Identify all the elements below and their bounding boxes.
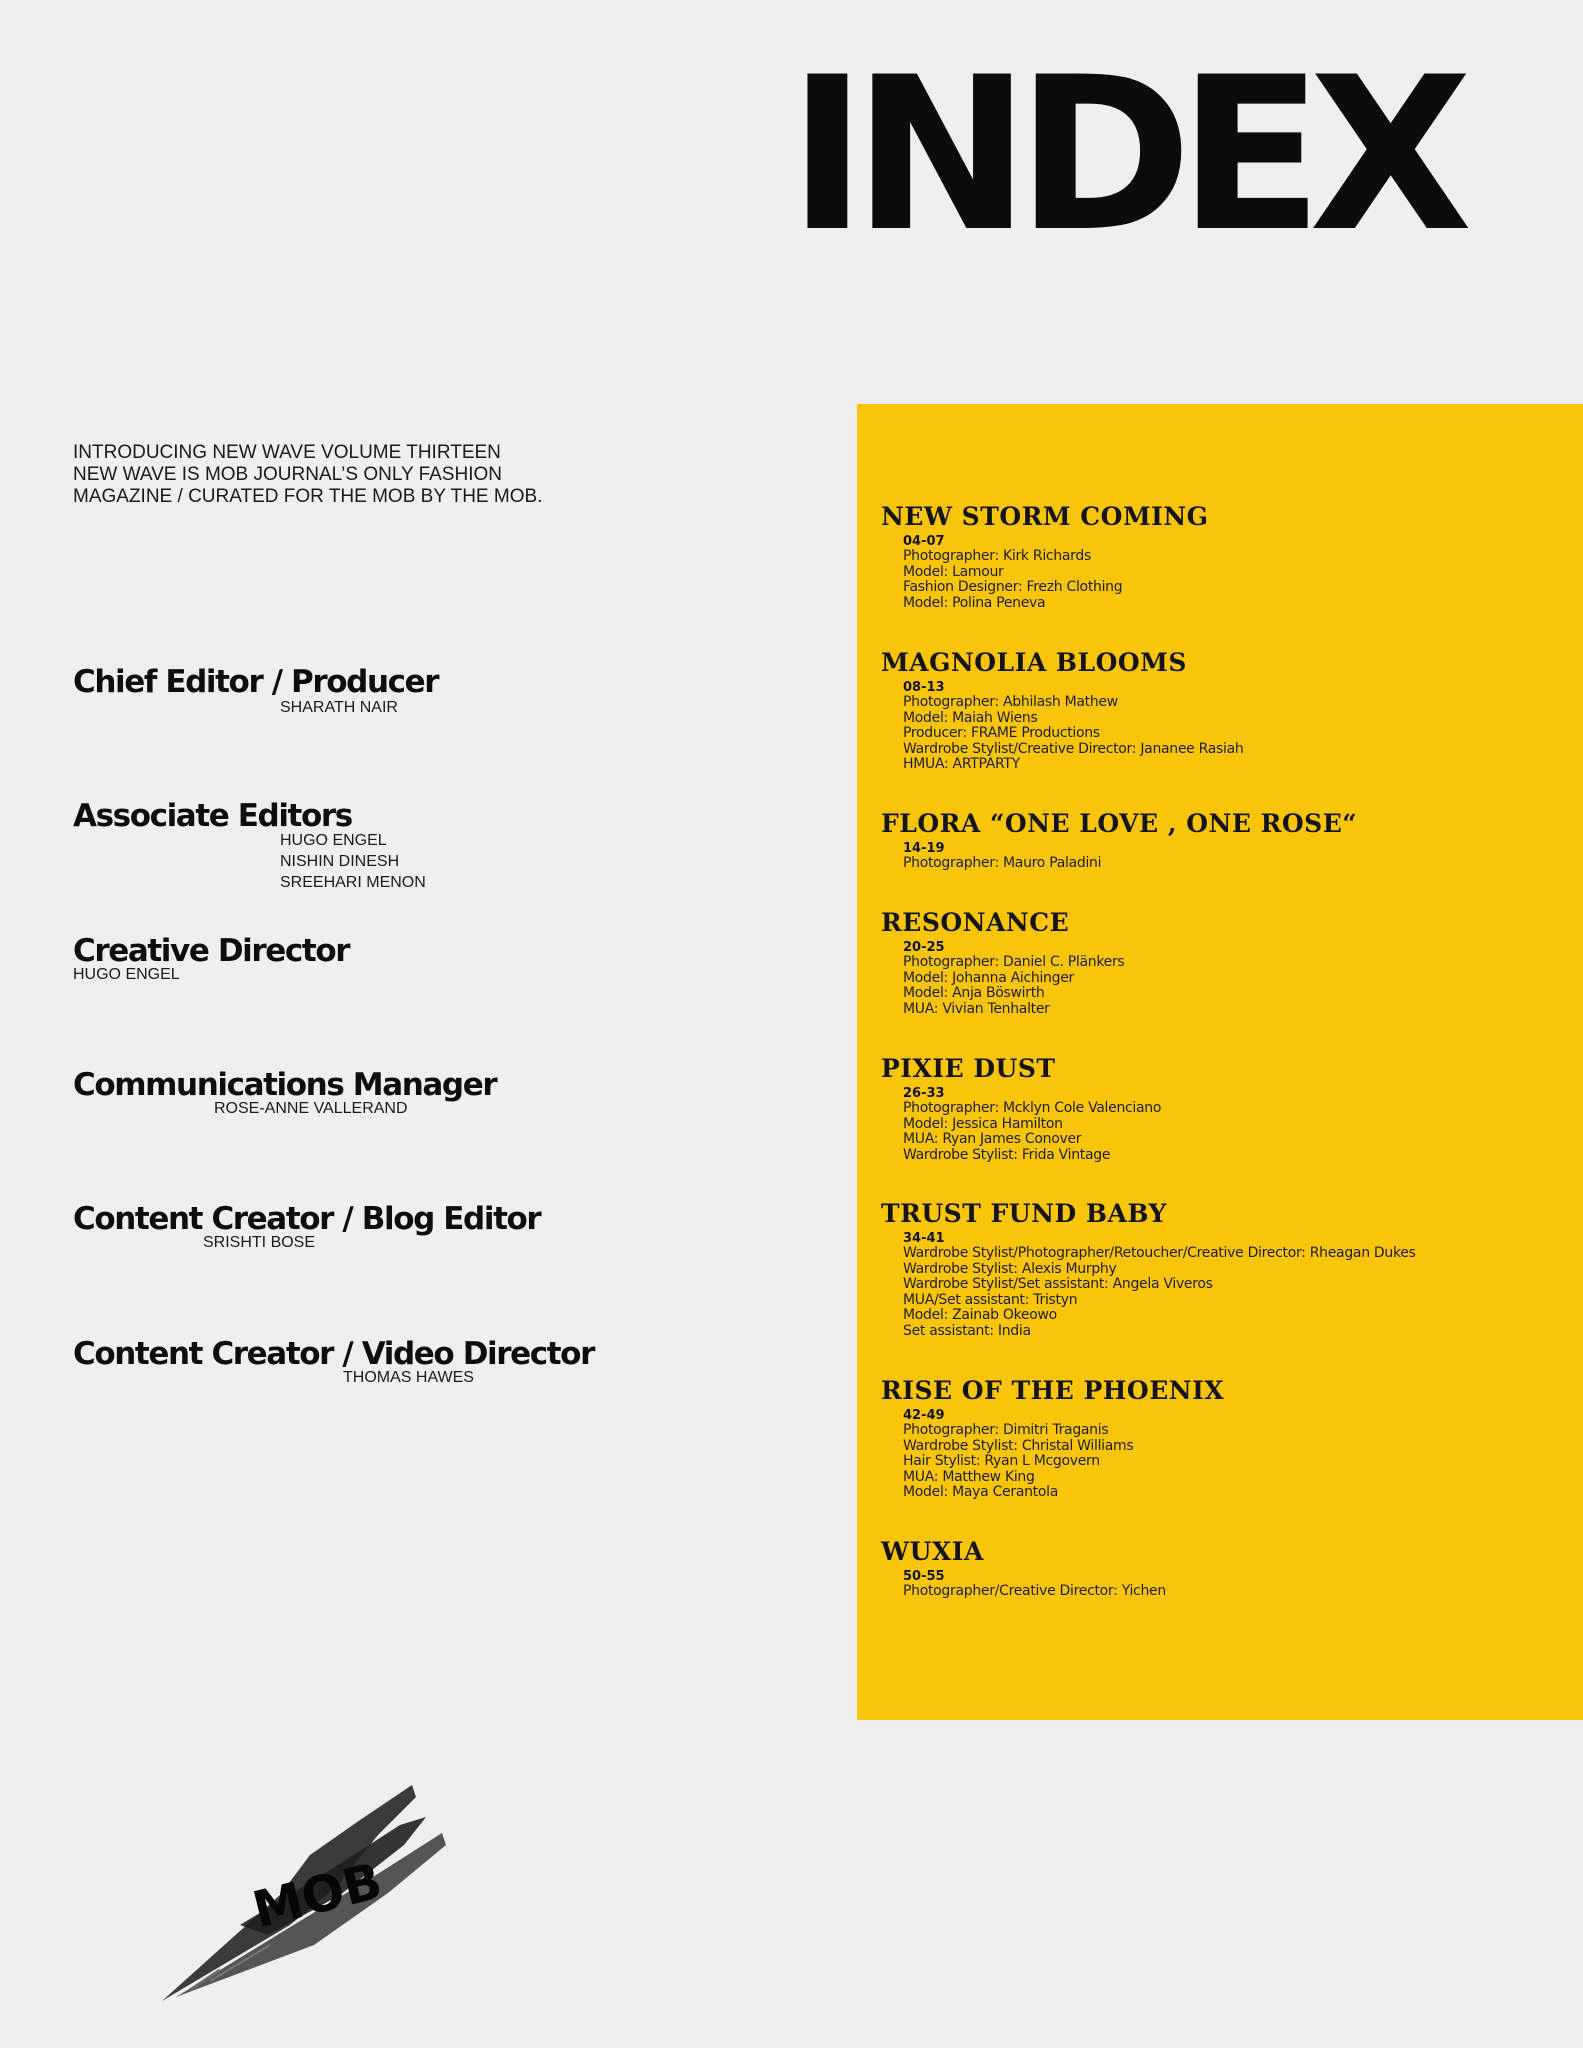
- entry-title: NEW STORM COMING: [881, 502, 1209, 531]
- entry-credit: Model: Polina Peneva: [903, 594, 1046, 611]
- staff-role: Creative Director: [73, 933, 350, 969]
- staff-video-director: [73, 1336, 594, 1386]
- index-entry-resonance: [881, 908, 1561, 1017]
- staff-name: THOMAS HAWES: [343, 1369, 474, 1386]
- entry-credit: Photographer: Abhilash Mathew: [903, 694, 1118, 710]
- staff-name: SREEHARI MENON: [280, 874, 426, 891]
- entry-credit: Model: Lamour: [903, 563, 1004, 580]
- entry-credit: MUA: Ryan James Conover: [903, 1131, 1082, 1148]
- index-panel: [857, 404, 1583, 1720]
- entry-credit: Model: Jessica Hamilton: [903, 1115, 1063, 1132]
- staff-creative-director: [73, 933, 350, 983]
- entry-credit: Wardrobe Stylist/Photographer/Retoucher/Creative Director: Rheagan Dukes: [903, 1245, 1416, 1261]
- intro-line: NEW WAVE IS MOB JOURNAL’S ONLY FASHION: [73, 464, 502, 485]
- staff-chief-editor: [73, 664, 439, 716]
- entry-credit: Photographer: Kirk Richards: [903, 548, 1091, 564]
- entry-credit: MUA: Vivian Tenhalter: [903, 1000, 1050, 1017]
- index-entry-rise-of-the-phoenix: [881, 1376, 1561, 1501]
- entry-credit: Photographer/Creative Director: Yichen: [903, 1583, 1166, 1599]
- staff-name: HUGO ENGEL: [280, 832, 387, 849]
- entry-credit: Photographer: Dimitri Traganis: [903, 1422, 1109, 1438]
- entry-pages: 50-55: [903, 1569, 945, 1584]
- entry-credit: Model: Zainab Okeowo: [903, 1307, 1057, 1324]
- entry-credit: Wardrobe Stylist: Christal Williams: [903, 1437, 1134, 1454]
- entry-pages: 20-25: [903, 940, 945, 955]
- entry-credit: Photographer: Daniel C. Plänkers: [903, 954, 1125, 970]
- intro-text: [73, 442, 633, 508]
- entry-credit: Model: Anja Böswirth: [903, 985, 1045, 1002]
- entry-pages: 42-49: [903, 1408, 945, 1423]
- entry-credit: HMUA: ARTPARTY: [903, 756, 1020, 773]
- staff-name: SHARATH NAIR: [280, 699, 398, 716]
- intro-line: MAGAZINE / CURATED FOR THE MOB BY THE MOB.: [73, 486, 543, 507]
- entry-credit: Model: Maiah Wiens: [903, 709, 1038, 726]
- entry-credit: Wardrobe Stylist: Alexis Murphy: [903, 1260, 1117, 1277]
- entry-pages: 04-07: [903, 534, 945, 549]
- entry-credit: Model: Johanna Aichinger: [903, 969, 1074, 986]
- entry-title: FLORA “ONE LOVE , ONE ROSE“: [881, 809, 1358, 838]
- staff-name: SRISHTI BOSE: [203, 1234, 316, 1251]
- staff-role: Communications Manager: [73, 1067, 497, 1103]
- entry-title: MAGNOLIA BLOOMS: [881, 648, 1187, 677]
- entry-title: TRUST FUND BABY: [881, 1199, 1167, 1228]
- staff-role: Content Creator / Video Director: [73, 1336, 594, 1372]
- mob-logo: [150, 1775, 450, 2015]
- page-title: INDEX: [788, 31, 1459, 278]
- staff-name: NISHIN DINESH: [280, 853, 400, 870]
- staff-role: Content Creator / Blog Editor: [73, 1201, 541, 1237]
- index-entry-flora: [881, 809, 1561, 872]
- entry-credit: Wardrobe Stylist: Frida Vintage: [903, 1146, 1111, 1163]
- entry-pages: 14-19: [903, 841, 945, 856]
- staff-name: HUGO ENGEL: [73, 966, 180, 983]
- entry-pages: 34-41: [903, 1231, 945, 1246]
- entry-pages: 26-33: [903, 1086, 945, 1101]
- entry-credit: Set assistant: India: [903, 1322, 1031, 1339]
- entry-title: PIXIE DUST: [881, 1054, 1056, 1083]
- entry-credit: MUA: Matthew King: [903, 1468, 1035, 1485]
- entry-pages: 08-13: [903, 680, 945, 695]
- staff-communications-manager: [73, 1067, 497, 1117]
- staff-associate-editors: [73, 798, 426, 891]
- index-entry-trust-fund-baby: [881, 1199, 1561, 1340]
- entry-title: WUXIA: [881, 1537, 984, 1566]
- entry-title: RISE OF THE PHOENIX: [881, 1376, 1225, 1405]
- index-entry-pixie-dust: [881, 1054, 1561, 1163]
- entry-credit: Producer: FRAME Productions: [903, 725, 1100, 742]
- entry-credit: Photographer: Mauro Paladini: [903, 855, 1102, 871]
- index-entry-wuxia: [881, 1537, 1561, 1600]
- entry-credit: Hair Stylist: Ryan L Mcgovern: [903, 1453, 1100, 1470]
- logo-text: MOB: [247, 1851, 388, 1940]
- staff-blog-editor: [73, 1201, 541, 1251]
- index-entry-magnolia-blooms: [881, 648, 1561, 773]
- entry-credit: Wardrobe Stylist/Creative Director: Jananee Rasiah: [903, 740, 1244, 757]
- entry-credit: Fashion Designer: Frezh Clothing: [903, 579, 1123, 596]
- entry-credit: MUA/Set assistant: Tristyn: [903, 1291, 1078, 1308]
- entry-credit: Wardrobe Stylist/Set assistant: Angela Viveros: [903, 1276, 1213, 1293]
- staff-role: Chief Editor / Producer: [73, 664, 439, 700]
- entry-credit: Photographer: Mcklyn Cole Valenciano: [903, 1100, 1162, 1116]
- entry-credit: Model: Maya Cerantola: [903, 1484, 1058, 1501]
- entry-title: RESONANCE: [881, 908, 1070, 937]
- staff-name: ROSE-ANNE VALLERAND: [214, 1100, 408, 1117]
- intro-line: INTRODUCING NEW WAVE VOLUME THIRTEEN: [73, 442, 501, 463]
- index-entry-new-storm-coming: [881, 502, 1561, 611]
- staff-role: Associate Editors: [73, 798, 352, 834]
